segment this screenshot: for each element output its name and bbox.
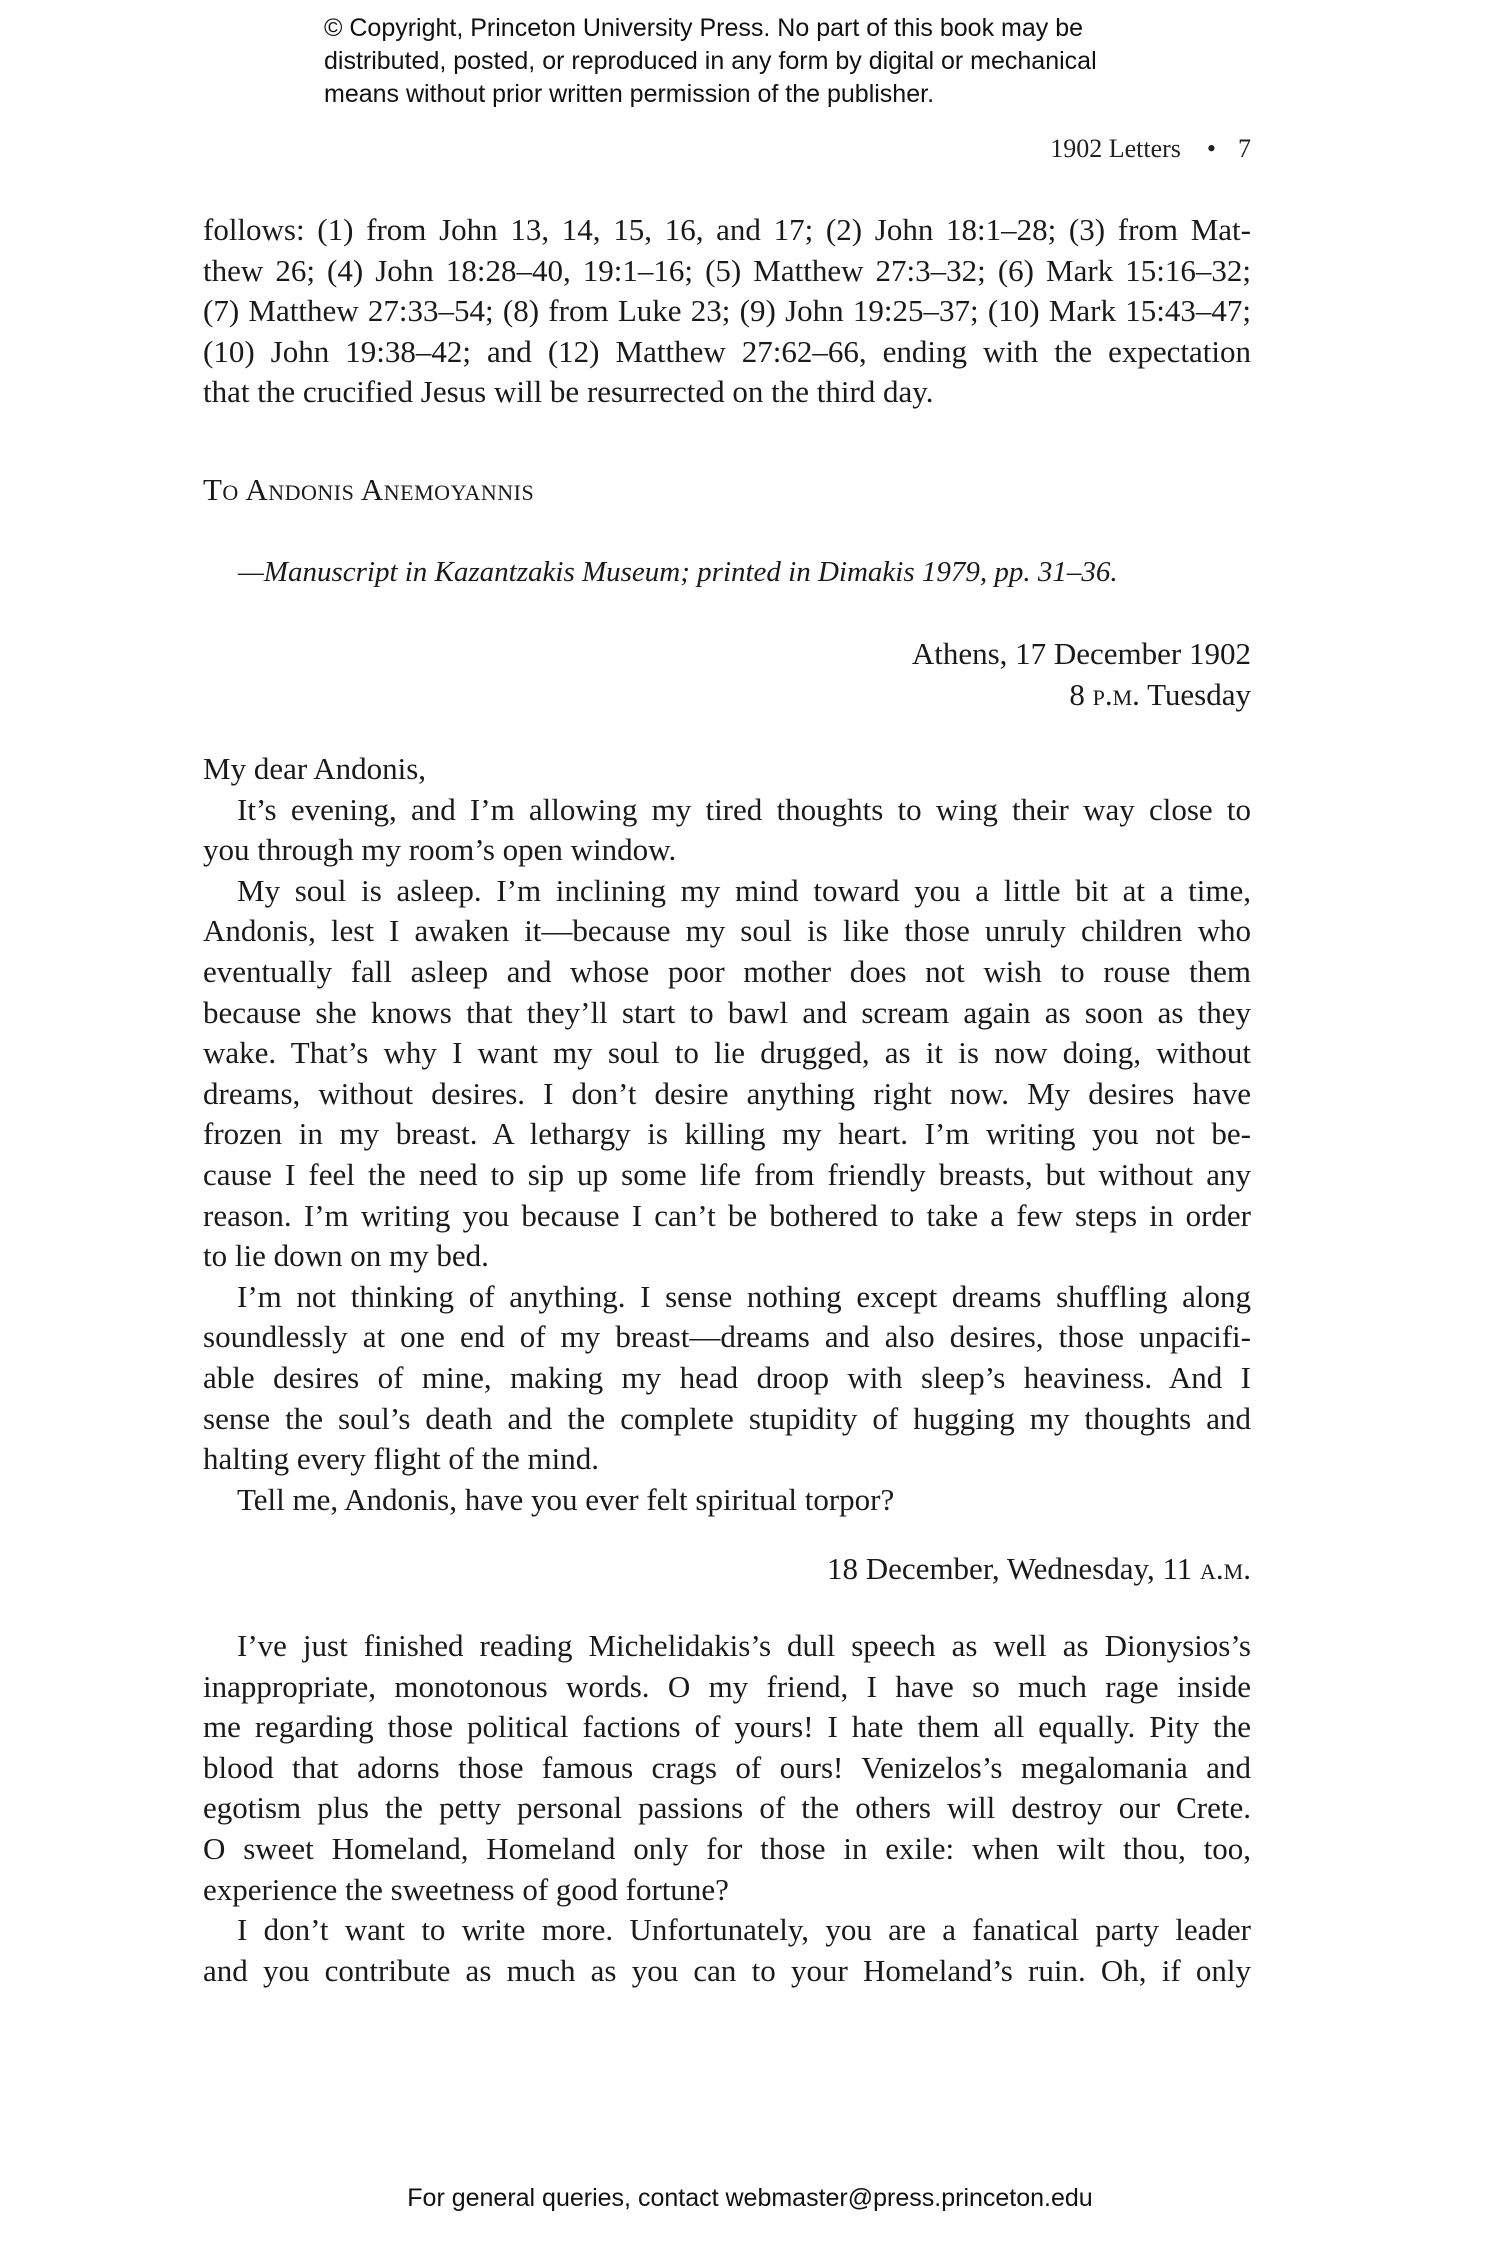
page-number: 7 — [1238, 134, 1251, 163]
text-line: inappropriate, monotonous words. O my friend, I have so much rage inside — [203, 1668, 1251, 1704]
text-line: blood that adorns those famous crags of ours! Venizelos’s megalomania and — [203, 1749, 1251, 1785]
text-line: Andonis, lest I awaken it—because my soul is like those unruly children who — [203, 913, 1251, 949]
text-line: you through my room’s open window. — [203, 832, 677, 868]
text-line: to lie down on my bed. — [203, 1238, 489, 1274]
text-line: wake. That’s why I want my soul to lie drugged, as it is now doing, without — [203, 1035, 1251, 1071]
text-line: halting every flight of the mind. — [203, 1441, 600, 1477]
text-line: My dear Andonis, — [203, 751, 427, 786]
running-head-title: 1902 Letters — [1050, 134, 1181, 163]
time-prefix: 8 — [1069, 677, 1093, 712]
dateline-place-date: Athens, 17 December 1902 — [911, 636, 1251, 671]
copyright-line: means without prior written permission of the publisher. — [324, 80, 935, 108]
text-line: because she knows that they’ll start to bawl and scream again as soon as they — [203, 994, 1251, 1030]
text-line: sense the soul’s death and the complete stupidity of hugging my thoughts and — [203, 1400, 1251, 1436]
text-line: me regarding those political factions of yours! I hate them all equally. Pity the — [203, 1709, 1251, 1745]
text-line: (10) John 19:38–42; and (12) Matthew 27:62–66, ending with the expectation — [203, 333, 1251, 369]
text-line: egotism plus the petty personal passions of the others will destroy our Crete. — [203, 1790, 1251, 1826]
text-line: O sweet Homeland, Homeland only for those in exile: when wilt thou, too, — [203, 1830, 1251, 1866]
dateline-second-text: 18 December, Wednesday, 11 — [827, 1551, 1201, 1586]
text-line: I’m not thinking of anything. I sense nothing except dreams shuffling along — [237, 1278, 1251, 1314]
text-line: (7) Matthew 27:33–54; (8) from Luke 23; (9) John 19:25–37; (10) Mark 15:43–47; — [203, 293, 1251, 329]
text-line: follows: (1) from John 13, 14, 15, 16, and 17; (2) John 18:1–28; (3) from Mat- — [203, 212, 1251, 247]
running-head — [1050, 134, 1251, 164]
text-line: soundlessly at one end of my breast—dreams and also desires, those unpacifi- — [203, 1319, 1251, 1355]
letter-body-part2 — [203, 1626, 1251, 1991]
text-line: thew 26; (4) John 18:28–40, 19:1–16; (5) Matthew 27:3–32; (6) Mark 15:16–32; — [203, 252, 1251, 288]
text-line: cause I feel the need to sip up some life from friendly breasts, but without any — [203, 1156, 1251, 1192]
copyright-line: © Copyright, Princeton University Press. No part of this book may be — [324, 14, 1084, 42]
copyright-line: distributed, posted, or reproduced in any form by digital or mechanical — [324, 47, 1097, 75]
running-head-bullet: • — [1206, 134, 1216, 163]
text-line: frozen in my breast. A lethargy is killing my heart. I’m writing you not be- — [203, 1116, 1251, 1152]
letter-heading: To Andonis Anemoyannis — [203, 472, 535, 507]
footer-contact: For general queries, contact webmaster@press.princeton.edu — [407, 2184, 1093, 2212]
text-line: experience the sweetness of good fortune? — [203, 1871, 729, 1907]
letter-body-part1 — [203, 749, 1251, 1520]
text-line: reason. I’m writing you because I can’t be bothered to take a few steps in order — [203, 1197, 1251, 1233]
text-line: My soul is asleep. I’m inclining my mind toward you a little bit at a time, — [237, 872, 1251, 908]
text-line: and you contribute as much as you can to your Homeland’s ruin. Oh, if only — [203, 1952, 1251, 1988]
time-am: a.m. — [1200, 1551, 1251, 1586]
dateline-time — [1069, 677, 1251, 713]
text-line: able desires of mine, making my head droop with sleep’s heaviness. And I — [203, 1359, 1251, 1395]
time-pm: p.m. — [1092, 677, 1140, 712]
text-line: eventually fall asleep and whose poor mother does not wish to rouse them — [203, 953, 1251, 989]
text-line: dreams, without desires. I don’t desire anything right now. My desires have — [203, 1075, 1251, 1111]
text-line: It’s evening, and I’m allowing my tired thoughts to wing their way close to — [237, 791, 1251, 827]
intro-text — [203, 210, 1251, 413]
text-line: that the crucified Jesus will be resurrected on the third day. — [203, 374, 934, 410]
text-line: Tell me, Andonis, have you ever felt spiritual torpor? — [237, 1481, 895, 1517]
copyright-notice — [324, 12, 1097, 111]
dateline-second — [827, 1551, 1251, 1587]
text-line: I’ve just finished reading Michelidakis’s dull speech as well as Dionysios’s — [237, 1628, 1251, 1663]
text-line: I don’t want to write more. Unfortunately, you are a fanatical party leader — [237, 1912, 1251, 1948]
time-suffix: Tuesday — [1139, 677, 1251, 712]
letter-source-note: —Manuscript in Kazantzakis Museum; printed in Dimakis 1979, pp. 31–36. — [238, 556, 1118, 588]
